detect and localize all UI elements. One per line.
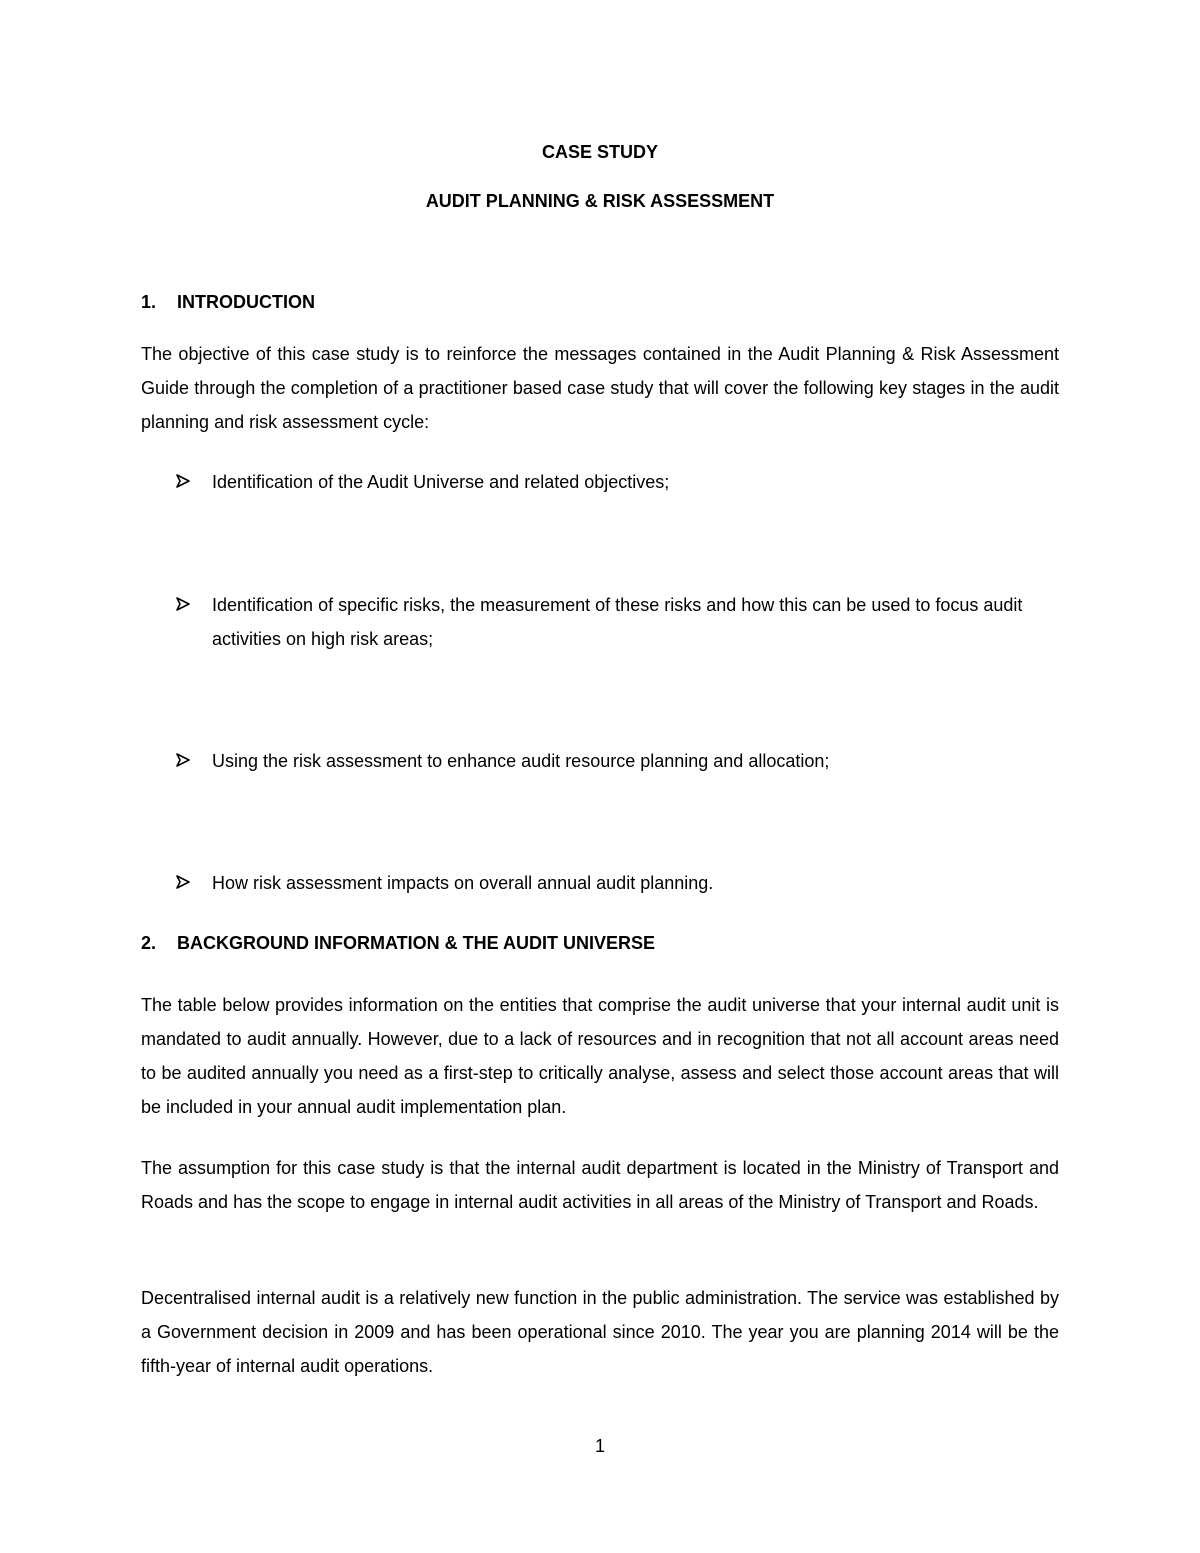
page-number: 1 — [594, 1436, 605, 1456]
document-title: CASE STUDY — [541, 142, 658, 162]
body-paragraph: The table below provides information on the entities that comprise the audit universe that your internal audit unit is mandated to audit annually. However, due to a lack of resources and in recognition that not all account areas need to be audited annually you need as a first-step to critically analyse, assess and select those account areas that will be included in your annual audit implementation plan. — [141, 995, 1059, 1117]
body-paragraph: The assumption for this case study is that the internal audit department is located in the Ministry of Transport and Roads and has the scope to engage in internal audit activities in all areas of the Ministry of Transport and Roads. — [141, 1158, 1059, 1212]
section-title: BACKGROUND INFORMATION & THE AUDIT UNIVERSE — [177, 933, 655, 953]
section-2-heading — [141, 933, 655, 954]
arrowhead-bullet-icon — [176, 744, 212, 767]
arrowhead-bullet-icon — [176, 588, 212, 611]
document-subtitle: AUDIT PLANNING & RISK ASSESSMENT — [425, 191, 775, 211]
section-number: 2. — [141, 933, 157, 953]
section-number: 1. — [141, 292, 157, 312]
list-item — [176, 465, 1059, 499]
list-item — [176, 744, 1059, 778]
intro-paragraph: The objective of this case study is to reinforce the messages contained in the Audit Planning & Risk Assessment Guide through the completion of a practitioner based case study that will cover the following key stages in the audit planning and risk assessment cycle: — [141, 344, 1059, 432]
bullet-text: Identification of the Audit Universe and related objectives; — [212, 472, 670, 492]
list-item — [176, 588, 1059, 656]
section-1-heading — [141, 292, 315, 313]
bullet-text: Identification of specific risks, the measurement of these risks and how this can be used to focus audit activities on high risk areas; — [212, 595, 1023, 649]
list-item — [176, 866, 1059, 900]
arrowhead-bullet-icon — [176, 465, 212, 488]
arrowhead-bullet-icon — [176, 866, 212, 889]
section-title: INTRODUCTION — [177, 292, 315, 312]
bullet-text: How risk assessment impacts on overall annual audit planning. — [212, 873, 714, 893]
body-paragraph: Decentralised internal audit is a relatively new function in the public administration. The service was established by a Government decision in 2009 and has been operational since 2010. The year you are planning 2014 will be the fifth-year of internal audit operations. — [141, 1288, 1059, 1376]
bullet-text: Using the risk assessment to enhance audit resource planning and allocation; — [212, 751, 830, 771]
